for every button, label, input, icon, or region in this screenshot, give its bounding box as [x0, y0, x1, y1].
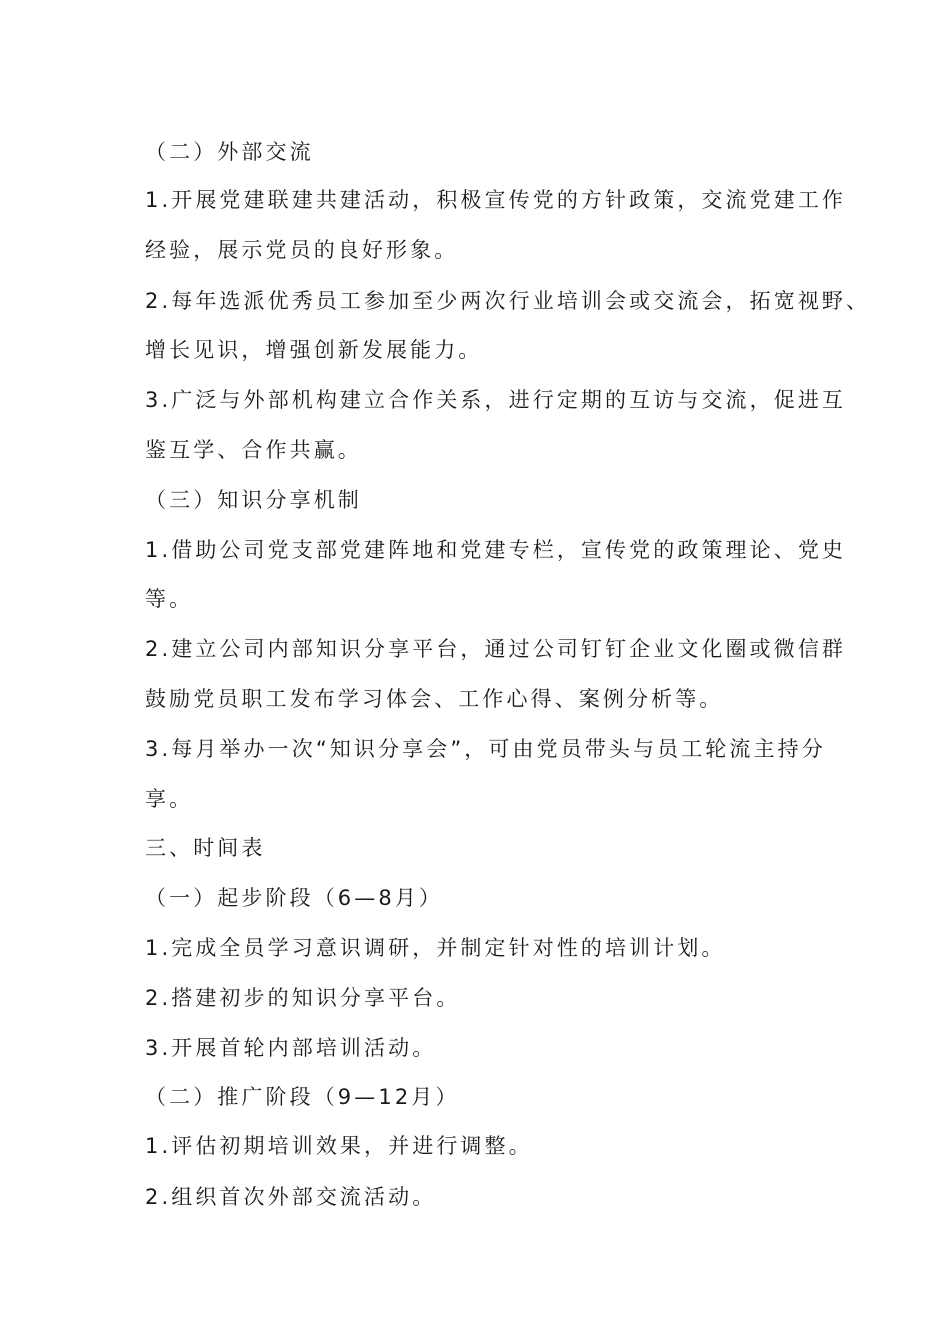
section-heading-external-exchange: （二）外部交流 — [145, 140, 314, 164]
subsection-heading-start-phase: （一）起步阶段（6—8月） — [145, 886, 444, 910]
paragraph-line: 2.每年选派优秀员工参加至少两次行业培训会或交流会，拓宽视野、 — [145, 289, 871, 313]
paragraph-line: 2.搭建初步的知识分享平台。 — [145, 986, 461, 1010]
paragraph-line: 2.组织首次外部交流活动。 — [145, 1185, 437, 1209]
paragraph-line: 等。 — [145, 587, 194, 611]
paragraph-line: 1.完成全员学习意识调研，并制定针对性的培训计划。 — [145, 936, 726, 960]
paragraph-line: 鼓励党员职工发布学习体会、工作心得、案例分析等。 — [145, 687, 724, 711]
section-heading-timeline: 三、时间表 — [145, 836, 266, 860]
subsection-heading-promotion-phase: （二）推广阶段（9—12月） — [145, 1085, 460, 1109]
paragraph-line: 1.借助公司党支部党建阵地和党建专栏，宣传党的政策理论、党史 — [145, 538, 847, 562]
paragraph-line: 1.开展党建联建共建活动，积极宣传党的方针政策，交流党建工作 — [145, 188, 847, 212]
paragraph-line: 鉴互学、合作共赢。 — [145, 438, 362, 462]
paragraph-line: 3.开展首轮内部培训活动。 — [145, 1036, 437, 1060]
paragraph-line: 3.每月举办一次“知识分享会”，可由党员带头与员工轮流主持分 — [145, 737, 826, 761]
paragraph-line: 经验，展示党员的良好形象。 — [145, 238, 459, 262]
paragraph-line: 2.建立公司内部知识分享平台，通过公司钉钉企业文化圈或微信群 — [145, 637, 847, 661]
paragraph-line: 1.评估初期培训效果，并进行调整。 — [145, 1134, 533, 1158]
paragraph-line: 3.广泛与外部机构建立合作关系，进行定期的互访与交流，促进互 — [145, 388, 847, 412]
paragraph-line: 增长见识，增强创新发展能力。 — [145, 338, 483, 362]
paragraph-line: 享。 — [145, 787, 194, 811]
section-heading-knowledge-sharing: （三）知识分享机制 — [145, 488, 362, 512]
